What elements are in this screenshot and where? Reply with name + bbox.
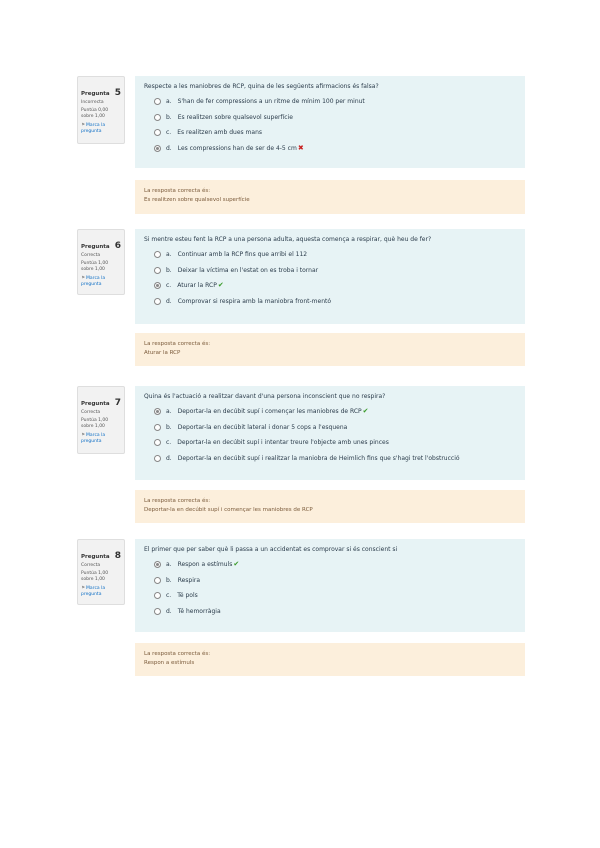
question-number: 6 — [114, 241, 121, 251]
option-letter: d. — [166, 297, 172, 305]
flag-question-link[interactable] — [81, 123, 121, 135]
question-grade: Puntúa 0,00 sobre 1,00 — [81, 108, 109, 119]
answer-option[interactable] — [144, 94, 516, 110]
radio-button[interactable] — [154, 608, 161, 615]
feedback-answer: Es realitzen sobre qualsevol superfície — [144, 197, 250, 203]
radio-button[interactable] — [154, 424, 161, 431]
option-letter: a. — [166, 251, 172, 258]
question-content — [135, 229, 525, 324]
option-letter: c. — [166, 592, 172, 600]
option-text: Aturar la RCP — [177, 282, 217, 290]
option-text: S'han de fer compressions a un ritme de mínim 100 per minut — [177, 98, 365, 105]
question-label: Pregunta — [81, 244, 110, 250]
question-number: 7 — [114, 398, 121, 408]
feedback-box — [135, 490, 525, 523]
answer-option[interactable] — [144, 588, 516, 604]
feedback-answer: Deportar-la en decúbit supí i començar les maniobres de RCP — [144, 507, 313, 513]
correct-icon: ✔ — [217, 281, 224, 290]
feedback-box — [135, 333, 525, 366]
flag-label: Marca la pregunta — [81, 123, 106, 134]
option-letter: c. — [166, 282, 172, 290]
answer-option[interactable] — [144, 420, 516, 436]
radio-button[interactable] — [154, 267, 161, 274]
question-label: Pregunta — [81, 554, 110, 560]
option-letter: b. — [166, 266, 172, 274]
answer-list — [144, 557, 516, 619]
radio-button[interactable] — [154, 114, 161, 121]
option-letter: a. — [166, 561, 172, 568]
option-text: Respira — [177, 576, 201, 584]
flag-icon: ⚑ — [81, 433, 86, 438]
radio-button[interactable] — [154, 577, 161, 584]
answer-option[interactable] — [144, 125, 516, 141]
feedback-label: La resposta correcta és: — [144, 341, 211, 347]
feedback-box — [135, 643, 525, 676]
answer-list — [144, 404, 516, 466]
answer-option[interactable] — [144, 141, 516, 157]
flag-label: Marca la pregunta — [81, 276, 106, 287]
radio-button[interactable] — [154, 98, 161, 105]
option-letter: c. — [166, 439, 172, 447]
feedback-label: La resposta correcta és: — [144, 188, 211, 194]
flag-label: Marca la pregunta — [81, 433, 106, 444]
question-info — [77, 539, 125, 605]
question-state: Correcta — [81, 253, 101, 258]
option-letter: c. — [166, 129, 172, 137]
option-text: Deportar-la en decúbit supí i començar les maniobres de RCP — [177, 408, 362, 415]
feedback-answer: Aturar la RCP — [144, 350, 181, 356]
option-text: Comprovar si respira amb la maniobra front-mentó — [177, 297, 332, 305]
answer-option[interactable] — [144, 557, 516, 573]
question-info — [77, 229, 125, 295]
question-info — [77, 386, 125, 454]
answer-option[interactable] — [144, 278, 516, 294]
radio-button-selected[interactable] — [154, 561, 161, 568]
question-label: Pregunta — [81, 401, 110, 407]
option-text: Deportar-la en decúbit supí i intentar treure l'objecte amb unes pinces — [177, 439, 389, 447]
option-letter: d. — [166, 607, 172, 615]
option-text: Té pols — [177, 592, 198, 600]
option-text: Respon a estímuls — [177, 561, 233, 568]
question-content — [135, 539, 525, 632]
question-grade: Puntúa 1,00 sobre 1,00 — [81, 418, 109, 429]
answer-list — [144, 94, 516, 156]
answer-list — [144, 247, 516, 309]
radio-button[interactable] — [154, 455, 161, 462]
option-text: Deportar-la en decúbit supí i realitzar la maniobra de Heimlich fins que s'hagi tret l'obstrucció — [177, 454, 460, 462]
option-text: Continuar amb la RCP fins que arribi el 112 — [177, 251, 308, 258]
question-text: El primer que per saber què li passa a un accidentat es comprovar si és conscient si — [144, 546, 398, 553]
option-text: Té hemorràgia — [177, 607, 221, 615]
option-text: Es realitzen sobre qualsevol superfície — [177, 113, 293, 121]
feedback-label: La resposta correcta és: — [144, 651, 211, 657]
option-letter: d. — [166, 454, 172, 462]
option-letter: b. — [166, 113, 172, 121]
question-state: Correcta — [81, 563, 101, 568]
answer-option[interactable] — [144, 573, 516, 589]
feedback-label: La resposta correcta és: — [144, 498, 211, 504]
question-text: Si mentre esteu fent la RCP a una persona adulta, aquesta comença a respirar, què heu de fer? — [144, 236, 432, 243]
radio-button[interactable] — [154, 592, 161, 599]
flag-question-link[interactable] — [81, 276, 121, 288]
option-letter: b. — [166, 576, 172, 584]
answer-option[interactable] — [144, 247, 516, 263]
flag-question-link[interactable] — [81, 433, 121, 445]
correct-icon: ✔ — [362, 407, 369, 415]
flag-icon: ⚑ — [81, 586, 86, 591]
radio-button-selected[interactable] — [154, 145, 161, 152]
option-letter: b. — [166, 423, 172, 431]
flag-question-link[interactable] — [81, 586, 121, 598]
question-state: Incorrecta — [81, 100, 104, 105]
incorrect-icon: ✖ — [297, 143, 304, 152]
option-letter: a. — [166, 98, 172, 105]
option-text: Les compressions han de ser de 4-5 cm — [177, 144, 297, 152]
question-text: Quina és l'actuació a realitzar davant d'una persona inconscient que no respira? — [144, 393, 386, 400]
feedback-answer: Respon a estímuls — [144, 660, 195, 666]
answer-option[interactable] — [144, 294, 516, 310]
feedback-box — [135, 180, 525, 214]
answer-option[interactable] — [144, 404, 516, 420]
radio-button-selected[interactable] — [154, 408, 161, 415]
answer-option[interactable] — [144, 263, 516, 279]
option-letter: d. — [166, 144, 172, 152]
correct-icon: ✔ — [233, 560, 240, 568]
flag-icon: ⚑ — [81, 123, 86, 128]
radio-button[interactable] — [154, 129, 161, 136]
radio-button-selected[interactable] — [154, 282, 161, 289]
question-content — [135, 386, 525, 480]
question-info — [77, 76, 125, 144]
option-letter: a. — [166, 408, 172, 415]
radio-button[interactable] — [154, 298, 161, 305]
flag-icon: ⚑ — [81, 276, 86, 281]
radio-button[interactable] — [154, 439, 161, 446]
flag-label: Marca la pregunta — [81, 586, 106, 597]
radio-button[interactable] — [154, 251, 161, 258]
question-text: Respecte a les maniobres de RCP, quina de les següents afirmacions és falsa? — [144, 83, 379, 90]
option-text: Deixar la víctima en l'estat on es troba i tornar — [177, 266, 319, 274]
answer-option[interactable] — [144, 110, 516, 126]
question-content — [135, 76, 525, 168]
answer-option[interactable] — [144, 435, 516, 451]
answer-option[interactable] — [144, 451, 516, 467]
question-number: 8 — [114, 551, 121, 561]
question-state: Correcta — [81, 410, 101, 415]
question-grade: Puntúa 1,00 sobre 1,00 — [81, 571, 109, 582]
question-number: 5 — [114, 88, 121, 98]
question-label: Pregunta — [81, 91, 110, 97]
option-text: Es realitzen amb dues mans — [177, 129, 263, 137]
question-grade: Puntúa 1,00 sobre 1,00 — [81, 261, 109, 272]
option-text: Deportar-la en decúbit lateral i donar 5 cops a l'esquena — [177, 423, 348, 431]
answer-option[interactable] — [144, 604, 516, 620]
